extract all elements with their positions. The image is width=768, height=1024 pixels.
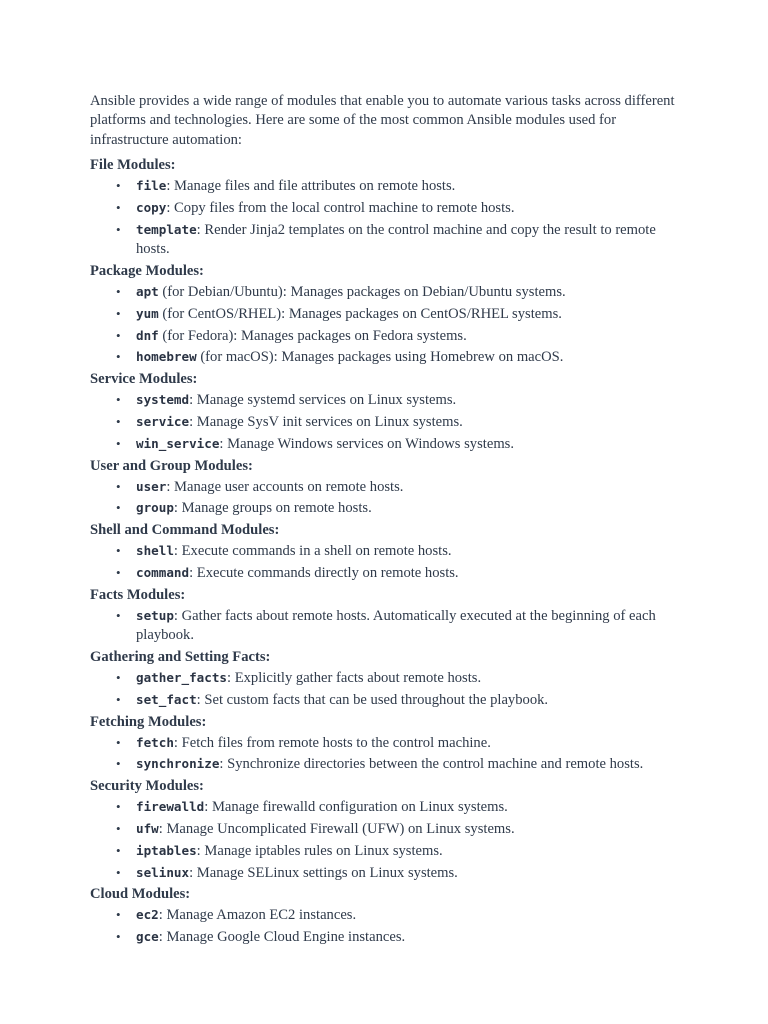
list-item xyxy=(116,819,690,839)
bullet-icon: • xyxy=(116,392,121,408)
module-sections xyxy=(90,155,690,947)
section-heading: Security Modules: xyxy=(90,778,204,795)
bullet-icon: • xyxy=(116,756,121,772)
section xyxy=(90,712,690,775)
section-heading: Package Modules: xyxy=(90,263,204,280)
module-name: file xyxy=(136,178,167,194)
list-item xyxy=(116,498,690,518)
section-heading: File Modules: xyxy=(90,157,176,174)
bullet-icon: • xyxy=(116,284,121,300)
module-name: apt xyxy=(136,284,159,300)
list-item xyxy=(116,412,690,432)
module-name: template xyxy=(136,221,197,237)
bullet-icon: • xyxy=(116,178,121,194)
module-name: gather_facts xyxy=(136,669,227,685)
bullet-icon: • xyxy=(116,564,121,580)
list-item xyxy=(116,563,690,583)
module-description: (for Debian/Ubuntu): Manages packages on Debian/Ubuntu systems. xyxy=(158,284,566,301)
module-name: fetch xyxy=(136,734,174,750)
module-name: win_service xyxy=(136,435,220,451)
module-description: : Manage SELinux settings on Linux systems. xyxy=(189,864,458,881)
module-description: (for CentOS/RHEL): Manages packages on CentOS/RHEL systems. xyxy=(158,305,562,322)
bullet-icon: • xyxy=(116,478,121,494)
module-description: : Manage Uncomplicated Firewall (UFW) on Linux systems. xyxy=(158,820,515,837)
bullet-icon: • xyxy=(116,435,121,451)
section xyxy=(90,884,690,947)
module-list xyxy=(90,797,690,883)
section xyxy=(90,456,690,519)
module-description: : Fetch files from remote hosts to the control machine. xyxy=(173,734,491,751)
list-item xyxy=(116,390,690,410)
module-name: command xyxy=(136,564,190,580)
module-description: : Manage SysV init services on Linux systems. xyxy=(189,414,463,430)
module-description: : Manage files and file attributes on remote hosts. xyxy=(166,178,456,195)
list-item xyxy=(116,477,690,497)
module-description: : Manage Windows services on Windows systems. xyxy=(219,435,514,452)
module-description: (for macOS): Manages packages using Homebrew on macOS. xyxy=(196,349,564,366)
list-item xyxy=(116,606,690,646)
module-list xyxy=(90,541,690,583)
module-name: shell xyxy=(136,543,174,559)
bullet-icon: • xyxy=(116,327,121,343)
module-description: : Manage Amazon EC2 instances. xyxy=(158,907,357,924)
module-list xyxy=(90,733,690,775)
module-name: selinux xyxy=(136,864,190,880)
bullet-icon: • xyxy=(116,907,121,923)
module-name: iptables xyxy=(136,842,197,858)
list-item xyxy=(116,797,690,817)
intro-paragraph: Ansible provides a wide range of modules that enable you to automate various tasks across different platforms and technologies. Here are some of the most common Ansible modules used for infrastructure automation: xyxy=(90,93,675,148)
module-description: : Synchronize directories between the control machine and remote hosts. xyxy=(219,756,644,773)
list-item xyxy=(116,905,690,925)
section xyxy=(90,261,690,368)
section-heading: Fetching Modules: xyxy=(90,713,207,730)
module-description: : Manage systemd services on Linux systems. xyxy=(189,392,457,409)
list-item xyxy=(116,541,690,561)
module-name: synchronize xyxy=(136,756,220,772)
module-description: : Manage user accounts on remote hosts. xyxy=(166,478,404,495)
list-item xyxy=(116,863,690,883)
module-list xyxy=(90,668,690,710)
bullet-icon: • xyxy=(116,864,121,880)
bullet-icon: • xyxy=(116,349,121,365)
list-item xyxy=(116,304,690,324)
module-description: : Manage groups on remote hosts. xyxy=(173,500,372,517)
section-heading: Facts Modules: xyxy=(90,586,186,603)
module-description: : Manage Google Cloud Engine instances. xyxy=(158,929,406,946)
bullet-icon: • xyxy=(116,607,121,623)
list-item xyxy=(116,733,690,753)
module-name: ec2 xyxy=(136,907,159,923)
section-heading: Gathering and Setting Facts: xyxy=(90,648,271,665)
list-item xyxy=(116,176,690,196)
module-description: : Execute commands in a shell on remote hosts. xyxy=(173,543,452,560)
section-heading: Service Modules: xyxy=(90,371,198,388)
list-item xyxy=(116,754,690,774)
section-heading: User and Group Modules: xyxy=(90,457,253,474)
bullet-icon: • xyxy=(116,500,121,516)
module-description: (for Fedora): Manages packages on Fedora systems. xyxy=(158,327,467,344)
bullet-icon: • xyxy=(116,929,121,945)
module-name: systemd xyxy=(136,392,190,408)
module-name: set_fact xyxy=(136,691,197,707)
module-description: : Explicitly gather facts about remote hosts. xyxy=(227,669,482,686)
module-description: : Gather facts about remote hosts. Automatically executed at the beginning of each playbook. xyxy=(136,607,656,644)
bullet-icon: • xyxy=(116,543,121,559)
section xyxy=(90,647,690,710)
bullet-icon: • xyxy=(116,820,121,836)
module-description: : Manage iptables rules on Linux systems. xyxy=(196,842,443,859)
bullet-icon: • xyxy=(116,799,121,815)
module-description: : Manage firewalld configuration on Linux systems. xyxy=(204,799,508,816)
module-list xyxy=(90,905,690,947)
module-name: copy xyxy=(136,200,167,216)
module-name: dnf xyxy=(136,327,159,343)
section xyxy=(90,369,690,454)
module-list xyxy=(90,477,690,519)
bullet-icon: • xyxy=(116,691,121,707)
module-name: gce xyxy=(136,929,159,945)
bullet-icon: • xyxy=(116,200,121,216)
list-item xyxy=(116,326,690,346)
list-item xyxy=(116,434,690,454)
module-description: : Render Jinja2 templates on the control machine and copy the result to remote hosts. xyxy=(136,221,656,258)
list-item xyxy=(116,841,690,861)
list-item xyxy=(116,927,690,947)
section-heading: Shell and Command Modules: xyxy=(90,522,280,539)
section-heading: Cloud Modules: xyxy=(90,886,191,903)
bullet-icon: • xyxy=(116,842,121,858)
module-name: service xyxy=(136,414,190,429)
module-name: homebrew xyxy=(136,349,197,365)
list-item xyxy=(116,668,690,688)
list-item xyxy=(116,690,690,710)
module-name: yum xyxy=(136,305,159,321)
section xyxy=(90,520,690,583)
section xyxy=(90,155,690,259)
module-list xyxy=(90,282,690,368)
module-description: : Execute commands directly on remote hosts. xyxy=(189,564,459,581)
module-list xyxy=(90,176,690,259)
bullet-icon: • xyxy=(116,221,121,237)
list-item xyxy=(116,282,690,302)
module-description: : Copy files from the local control machine to remote hosts. xyxy=(166,200,515,217)
section xyxy=(90,585,690,646)
list-item xyxy=(116,347,690,367)
list-item xyxy=(116,220,690,260)
module-list xyxy=(90,606,690,646)
module-name: group xyxy=(136,500,174,516)
module-name: firewalld xyxy=(136,799,205,815)
bullet-icon: • xyxy=(116,734,121,750)
document-page xyxy=(90,92,690,949)
bullet-icon: • xyxy=(116,669,121,685)
module-name: user xyxy=(136,478,167,494)
list-item xyxy=(116,198,690,218)
bullet-icon: • xyxy=(116,414,121,429)
module-description: : Set custom facts that can be used throughout the playbook. xyxy=(196,691,549,708)
module-name: setup xyxy=(136,607,174,623)
bullet-icon: • xyxy=(116,305,121,321)
section xyxy=(90,776,690,883)
module-name: ufw xyxy=(136,820,159,836)
module-list xyxy=(90,390,690,454)
